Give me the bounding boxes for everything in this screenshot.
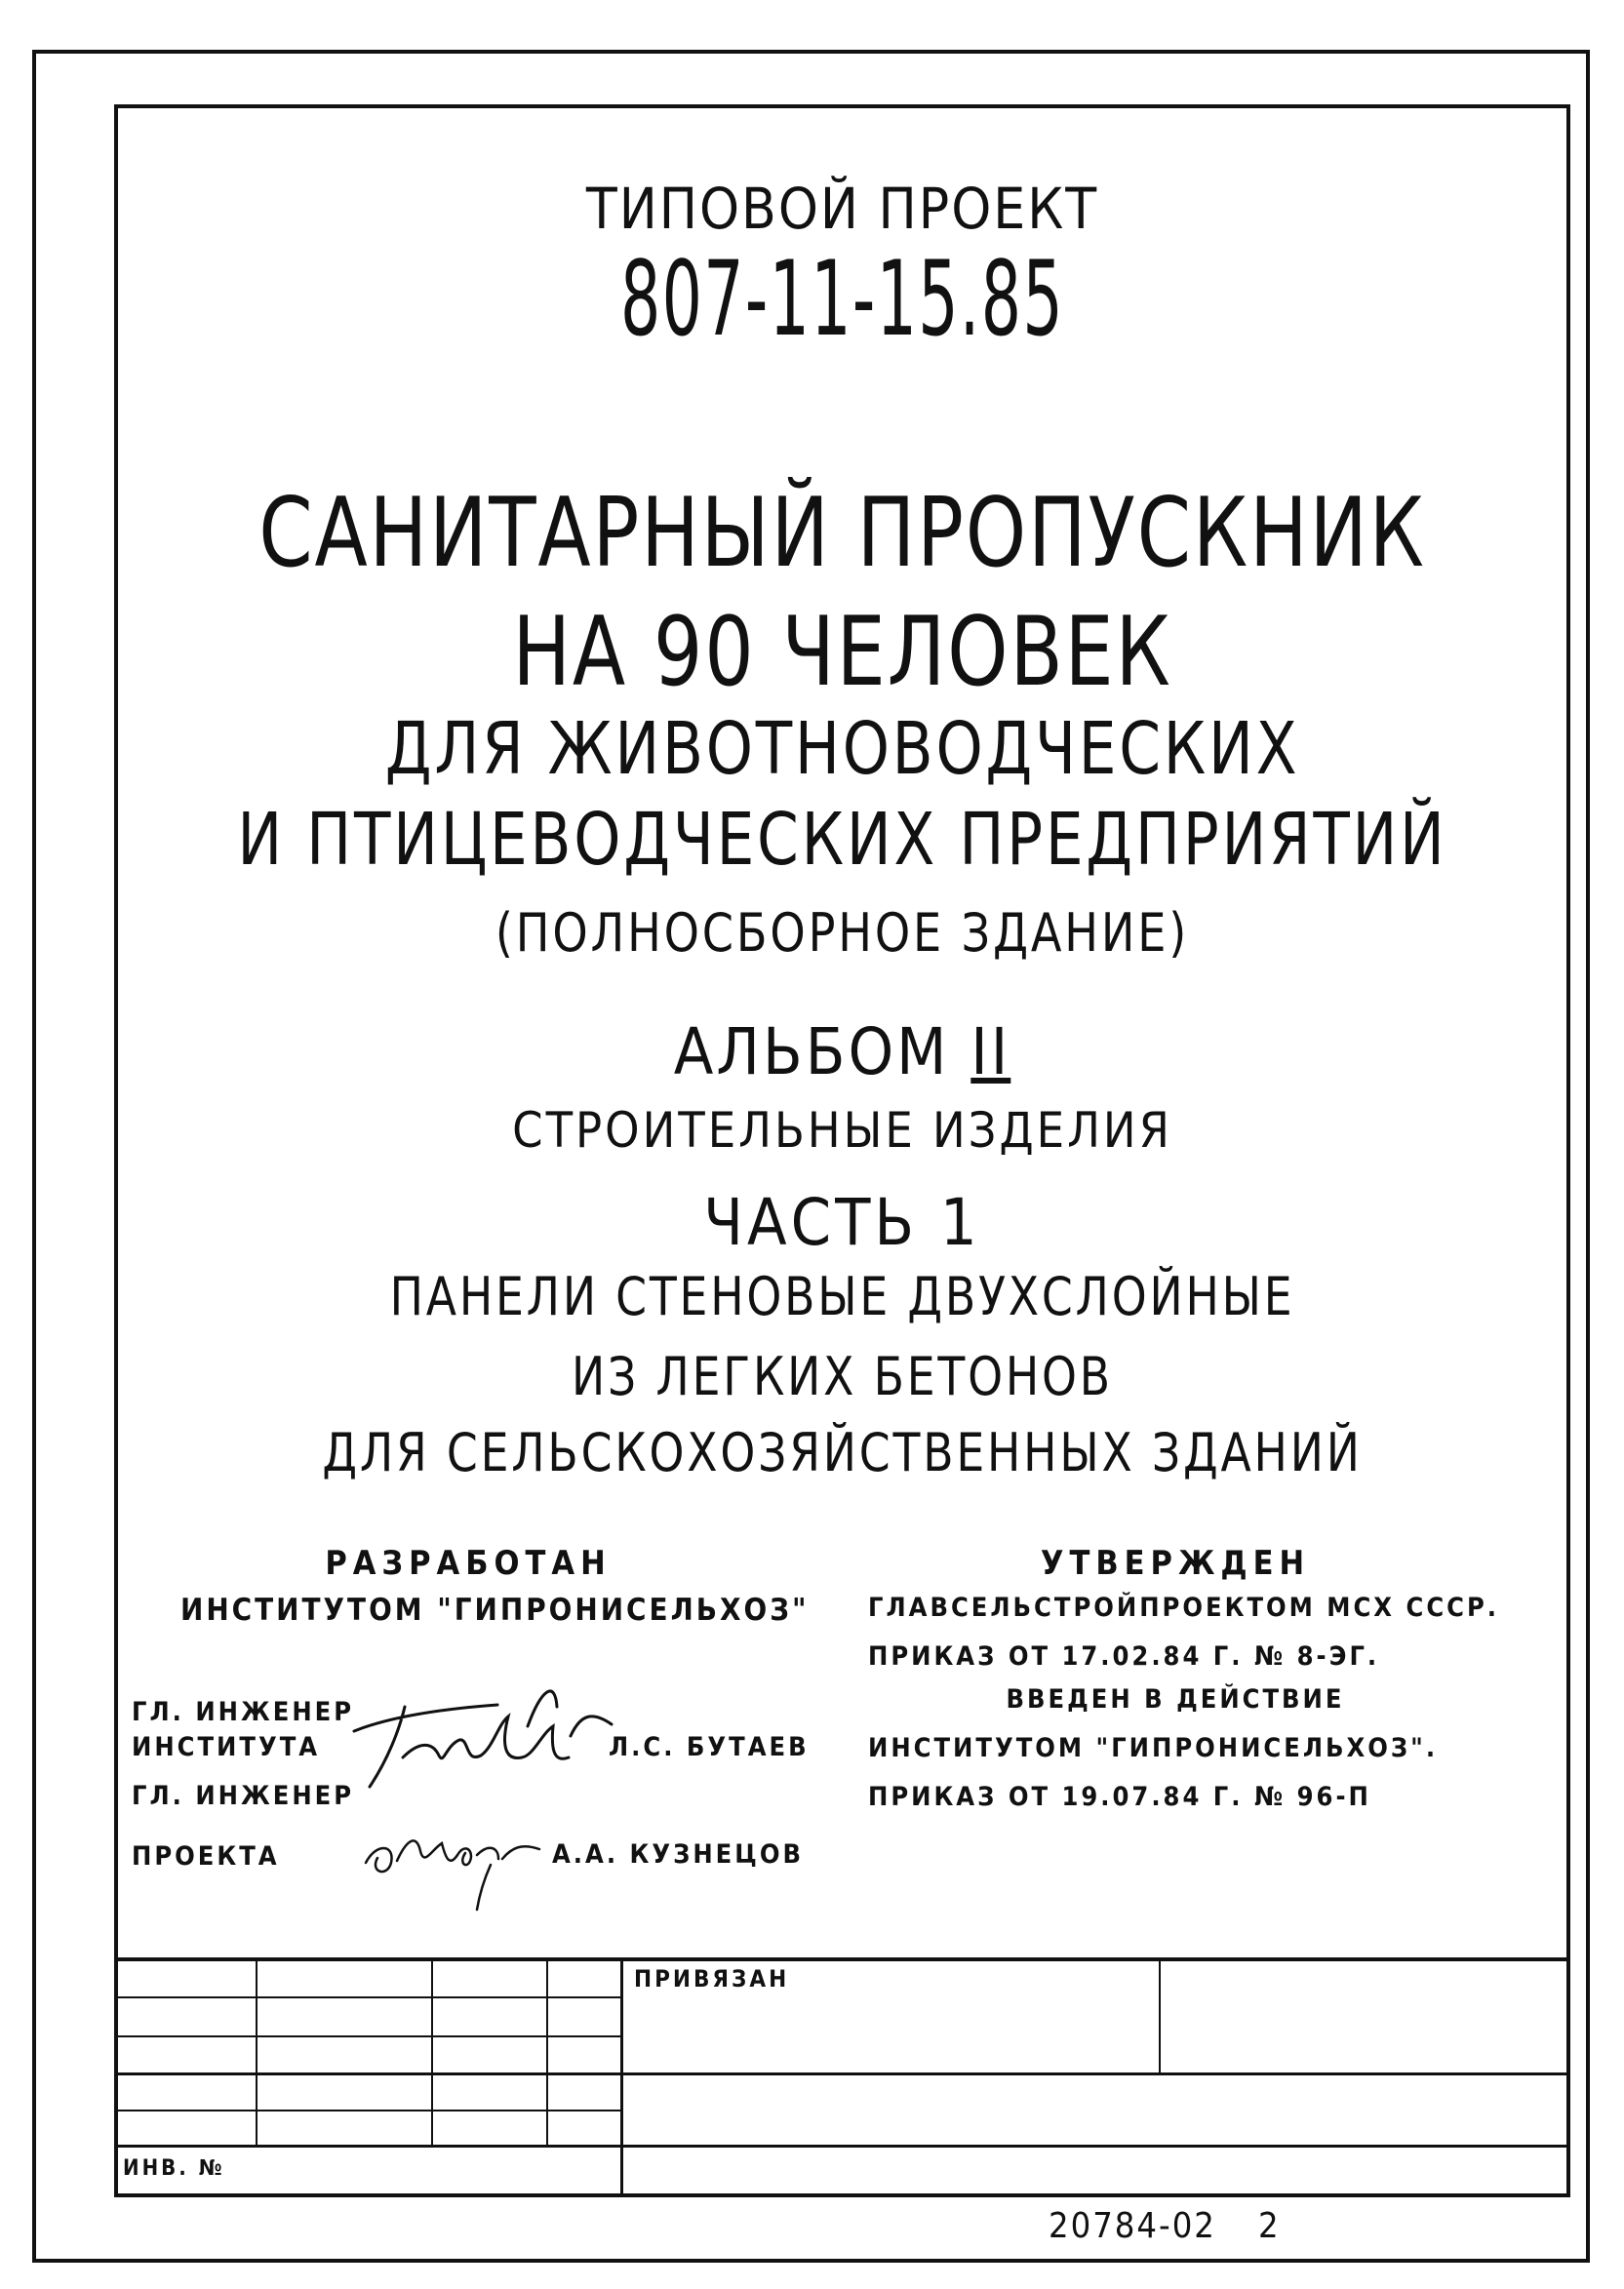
title-line-3: ДЛЯ ЖИВОТНОВОДЧЕСКИХ (384, 707, 1300, 791)
stamp-col-line (620, 1957, 623, 2197)
enacted-order: ПРИКАЗ ОТ 19.07.84 Г. № 96-П (868, 1782, 1371, 1812)
footer-doc-number: 20784-02 (1049, 2206, 1216, 2246)
chief-institute-role-1: ГЛ. ИНЖЕНЕР (132, 1697, 355, 1727)
approved-order: ПРИКАЗ ОТ 17.02.84 Г. № 8-ЭГ. (868, 1641, 1380, 1672)
album-label: АЛЬБОМ (673, 1014, 950, 1089)
stamp-col-line (431, 1957, 433, 2147)
chief-institute-name: Л.С. БУТАЕВ (609, 1732, 810, 1762)
chief-project-name: А.А. КУЗНЕЦОВ (552, 1839, 804, 1870)
stamp-row-line (114, 2110, 620, 2111)
project-code: 807-11-15.85 (620, 239, 1064, 359)
stamp-row-line (114, 1996, 620, 1998)
part-line-3: ДЛЯ СЕЛЬСКОХОЗЯЙСТВЕННЫХ ЗДАНИЙ (322, 1422, 1363, 1483)
album-number: II (970, 1014, 1011, 1089)
approved-title: УТВЕРЖДЕН (1040, 1544, 1311, 1583)
stamp-col-line (256, 1957, 257, 2147)
chief-project-role-1: ГЛ. ИНЖЕНЕР (132, 1781, 355, 1811)
stamp-row-line (114, 2145, 1570, 2148)
album-subtitle: СТРОИТЕЛЬНЫЕ ИЗДЕЛИЯ (512, 1102, 1172, 1159)
stamp-row-line (114, 2035, 620, 2037)
title-line-1: САНИТАРНЫЙ ПРОПУСКНИК (258, 478, 1426, 589)
stamp-col-line (1159, 1957, 1161, 2074)
chief-project-role-2: ПРОЕКТА (132, 1841, 280, 1872)
stamp-col-line (546, 1957, 548, 2147)
enacted-by: ИНСТИТУТОМ "ГИПРОНИСЕЛЬХОЗ". (868, 1733, 1439, 1763)
chief-institute-role-2: ИНСТИТУТА (132, 1732, 321, 1762)
stamp-top-line (114, 1957, 1570, 1961)
project-type-label: ТИПОВОЙ ПРОЕКТ (585, 176, 1099, 242)
developed-by: ИНСТИТУТОМ "ГИПРОНИСЕЛЬХОЗ" (180, 1593, 810, 1628)
footer-page-number: 2 (1258, 2206, 1281, 2246)
stamp-inv-label: ИНВ. № (123, 2156, 225, 2181)
approved-by: ГЛАВСЕЛЬСТРОЙПРОЕКТОМ МСХ СССР. (868, 1593, 1499, 1623)
part-label: ЧАСТЬ 1 (703, 1185, 981, 1260)
signature-butaev (337, 1668, 619, 1795)
title-line-2: НА 90 ЧЕЛОВЕК (512, 597, 1172, 708)
title-line-4: И ПТИЦЕВОДЧЕСКИХ ПРЕДПРИЯТИЙ (237, 798, 1447, 882)
stamp-row-line (114, 2072, 1570, 2075)
stamp-bound-label: ПРИВЯЗАН (634, 1965, 790, 1993)
enacted-title: ВВЕДЕН В ДЕЙСТВИЕ (1006, 1684, 1345, 1715)
album-heading (114, 1014, 1570, 1089)
title-line-5: (ПОЛНОСБОРНОЕ ЗДАНИЕ) (495, 902, 1190, 964)
part-line-2: ИЗ ЛЕГКИХ БЕТОНОВ (572, 1346, 1113, 1407)
signature-kuznetsov (356, 1804, 551, 1912)
developed-title: РАЗРАБОТАН (325, 1544, 612, 1583)
part-line-1: ПАНЕЛИ СТЕНОВЫЕ ДВУХСЛОЙНЫЕ (389, 1266, 1295, 1327)
